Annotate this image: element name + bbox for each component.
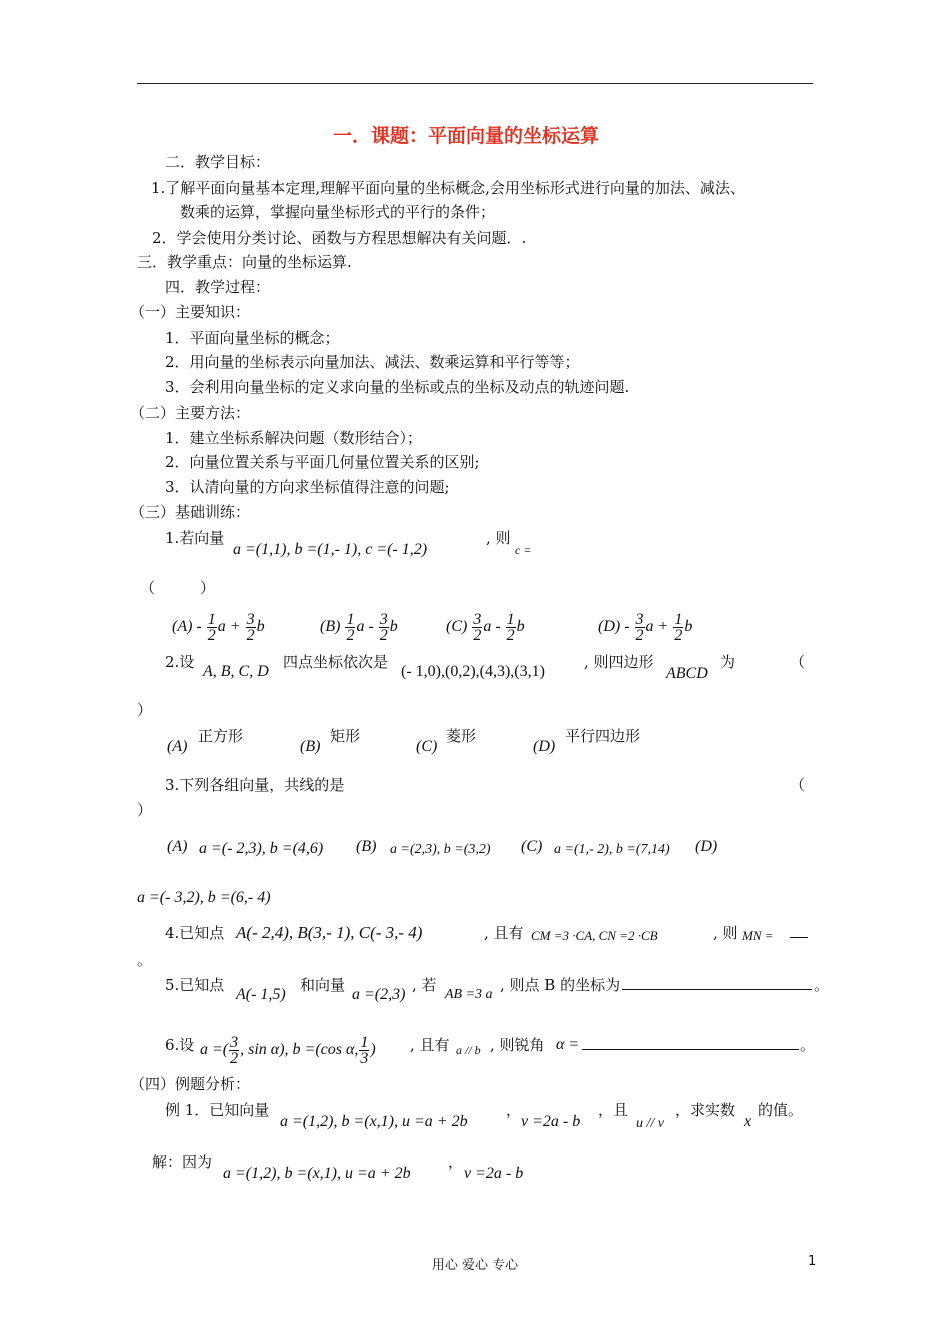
q4-lead: 4.已知点 xyxy=(165,924,225,942)
q2-option-b-label: (B) xyxy=(300,738,321,755)
q6-end: 。 xyxy=(800,1036,816,1054)
q2-wei: 为 xyxy=(720,653,736,671)
sec2-heading: 二．教学目标： xyxy=(165,153,271,171)
comma: ， xyxy=(448,1153,464,1171)
q6-answer-blank xyxy=(582,1035,799,1055)
q6-cond: a // b xyxy=(456,1043,481,1057)
q5-lead: 5.已知点 xyxy=(165,976,225,994)
part1-item: 2．用向量的坐标表示向量加法、减法、数乘运算和平行等等； xyxy=(165,353,580,371)
q5-end: 。 xyxy=(814,976,830,994)
q2-mid: 四点坐标依次是 xyxy=(283,653,389,671)
sec2-item1-a: 1.了解平面向量基本定理,理解平面向量的坐标概念,会用坐标形式进行向量的加法、减法、 xyxy=(151,179,745,197)
q1-lead: 1.若向量 xyxy=(165,529,225,547)
fraction: $\frac{1}{3}$ xyxy=(360,1034,369,1067)
page-title: 一．课题：平面向量的坐标运算 xyxy=(333,125,600,147)
fraction: $\frac{1}{2}$ xyxy=(346,611,355,644)
part2-item: 1．建立坐标系解决问题（数形结合）； xyxy=(165,429,423,447)
q3-option-d-label: (D) xyxy=(695,838,718,855)
q3-option-d: a =(- 3,2), b =(6,- 4) xyxy=(137,889,271,906)
q4-answer-blank xyxy=(790,923,808,943)
q3-option-b-label: (B) xyxy=(356,838,377,855)
q1-option-c-label: (C) xyxy=(446,618,468,636)
sec2-item2: 2．学会使用分类讨论、函数与方程思想解决有关问题．. xyxy=(152,229,527,247)
q4-tail: , 则 xyxy=(713,924,738,942)
q5-point: A(- 1,5) xyxy=(236,986,286,1003)
q2-option-d-label: (D) xyxy=(533,738,556,755)
q1-option-d-label: (D) - xyxy=(598,618,630,636)
fraction: $\frac{3}{2}$ xyxy=(379,611,388,644)
q3-option-a-label: (A) xyxy=(167,838,188,855)
part2-item: 3．认清向量的方向求坐标值得注意的问题; xyxy=(165,478,450,496)
q3-option-c: a =(1,- 2), b =(7,14) xyxy=(554,842,670,857)
part4-heading: （四）例题分析： xyxy=(130,1075,251,1093)
q2-option-a: 正方形 xyxy=(198,727,244,745)
q2-paren-close: ） xyxy=(137,701,153,719)
q3-paren-open: （ xyxy=(790,776,806,794)
q6-expression xyxy=(200,1035,376,1066)
q2-option-c-label: (C) xyxy=(416,738,438,755)
q1-option-a: (A) - $\frac{1}{2}$ a + $\frac{3}{2}$ b xyxy=(172,611,265,644)
example1-cond: u // v xyxy=(636,1116,664,1131)
q4-end: 。 xyxy=(137,951,153,969)
q2-paren-open: （ xyxy=(790,653,806,671)
q2-points: A, B, C, D xyxy=(203,663,269,680)
fraction: $\frac{3}{2}$ xyxy=(246,611,255,644)
q5-vector: a =(2,3) xyxy=(352,986,406,1003)
example1-ask: ，求实数 xyxy=(675,1101,736,1119)
fraction: $\frac{1}{2}$ xyxy=(506,611,515,644)
solution-lead: 解：因为 xyxy=(152,1153,213,1171)
q6-mid: , 且有 xyxy=(410,1036,450,1054)
q6-expr-b: b =(cos α, xyxy=(292,1041,359,1059)
sec4-heading: 四．教学过程： xyxy=(165,278,271,296)
fraction: $\frac{1}{2}$ xyxy=(674,611,683,644)
fraction: $\frac{3}{2}$ xyxy=(473,611,482,644)
example1-cond-pre: ，且 xyxy=(598,1101,629,1119)
example1-x: x xyxy=(744,1113,752,1130)
q2-option-a-label: (A) xyxy=(167,738,188,755)
q5-cond: AB =3 a xyxy=(445,987,493,1002)
part1-item: 1．平面向量坐标的概念； xyxy=(165,329,340,347)
fraction: $\frac{1}{2}$ xyxy=(207,611,216,644)
q1-tail: , 则 xyxy=(486,529,511,547)
q2-tail: , 则四边形 xyxy=(584,653,654,671)
fraction: $\frac{3}{2}$ xyxy=(635,611,644,644)
q5-tail: , 则点 B 的坐标为 xyxy=(500,976,621,994)
q4-ask: MN = xyxy=(742,928,774,943)
q1-ask: c = xyxy=(515,543,532,557)
q3-paren-close: ） xyxy=(137,801,153,819)
q6-tail: , 则锐角 xyxy=(490,1036,545,1054)
q3-option-a: a =(- 2,3), b =(4,6) xyxy=(199,840,324,857)
example1-expr: a =(1,2), b =(x,1), u =a + 2b xyxy=(280,1113,468,1130)
q2-option-b: 矩形 xyxy=(330,727,361,745)
solution-v: v =2a - b xyxy=(464,1165,524,1182)
q6-alpha: α = xyxy=(556,1036,580,1053)
q4-mid: , 且有 xyxy=(484,924,524,942)
q1-option-d: (D) - $\frac{3}{2}$ a + $\frac{1}{2}$ b xyxy=(598,611,693,644)
q5-answer-blank xyxy=(622,975,812,995)
example1-lead: 例 1．已知向量 xyxy=(165,1101,270,1119)
page-number: 1 xyxy=(808,1254,817,1269)
q2-option-d: 平行四边形 xyxy=(565,727,641,745)
q1-option-b-label: (B) xyxy=(320,618,341,636)
q3-option-b: a =(2,3), b =(3,2) xyxy=(390,842,491,857)
comma: ， xyxy=(506,1101,522,1119)
sec2-item1-b: 数乘的运算，掌握向量坐标形式的平行的条件； xyxy=(180,203,496,221)
fraction: $\frac{3}{2}$ xyxy=(230,1034,239,1067)
q1-expr: a =(1,1), b =(1,- 1), c =(- 1,2) xyxy=(233,541,428,558)
q2-option-c: 菱形 xyxy=(446,727,477,745)
sec3-heading: 三．教学重点：向量的坐标运算. xyxy=(137,253,352,271)
q2-coords: (- 1,0),(0,2),(4,3),(3,1) xyxy=(401,663,545,680)
q3-option-c-label: (C) xyxy=(521,838,543,855)
part3-heading: （三）基础训练： xyxy=(130,503,251,521)
q6-close: ) xyxy=(370,1041,376,1059)
part2-item: 2．向量位置关系与平面几何量位置关系的区别; xyxy=(165,453,480,471)
q1-option-c: (C) $\frac{3}{2}$ a - $\frac{1}{2}$ b xyxy=(446,611,525,644)
part1-item: 3．会利用向量坐标的定义求向量的坐标或点的坐标及动点的轨迹问题. xyxy=(165,378,630,396)
page-footer: 用心 爱心 专心 xyxy=(431,1258,519,1273)
part2-heading: （二）主要方法： xyxy=(130,404,251,422)
q1-paren: （ ） xyxy=(140,579,216,597)
q2-quad: ABCD xyxy=(666,665,708,682)
header-rule xyxy=(137,83,813,84)
q4-cond: CM =3 ·CA, CN =2 ·CB xyxy=(531,928,658,943)
q5-mid: 和向量 xyxy=(300,976,346,994)
example1-end: 的值。 xyxy=(758,1101,804,1119)
q4-points: A(- 2,4), B(3,- 1), C(- 3,- 4) xyxy=(236,923,423,942)
q3-lead: 3.下列各组向量，共线的是 xyxy=(165,776,345,794)
solution-expr: a =(1,2), b =(x,1), u =a + 2b xyxy=(223,1165,411,1182)
q2-lead: 2.设 xyxy=(165,653,195,671)
q1-option-b: (B) $\frac{1}{2}$ a - $\frac{3}{2}$ b xyxy=(320,611,398,644)
q1-option-a-label: (A) - xyxy=(172,618,202,636)
part1-heading: （一）主要知识： xyxy=(130,303,251,321)
q6-lead: 6.设 xyxy=(165,1036,195,1054)
q5-if: , 若 xyxy=(412,976,437,994)
example1-v: v =2a - b xyxy=(521,1113,581,1130)
q6-expr-a: a =( xyxy=(200,1041,229,1059)
q6-sin: , sin α), xyxy=(240,1041,289,1059)
